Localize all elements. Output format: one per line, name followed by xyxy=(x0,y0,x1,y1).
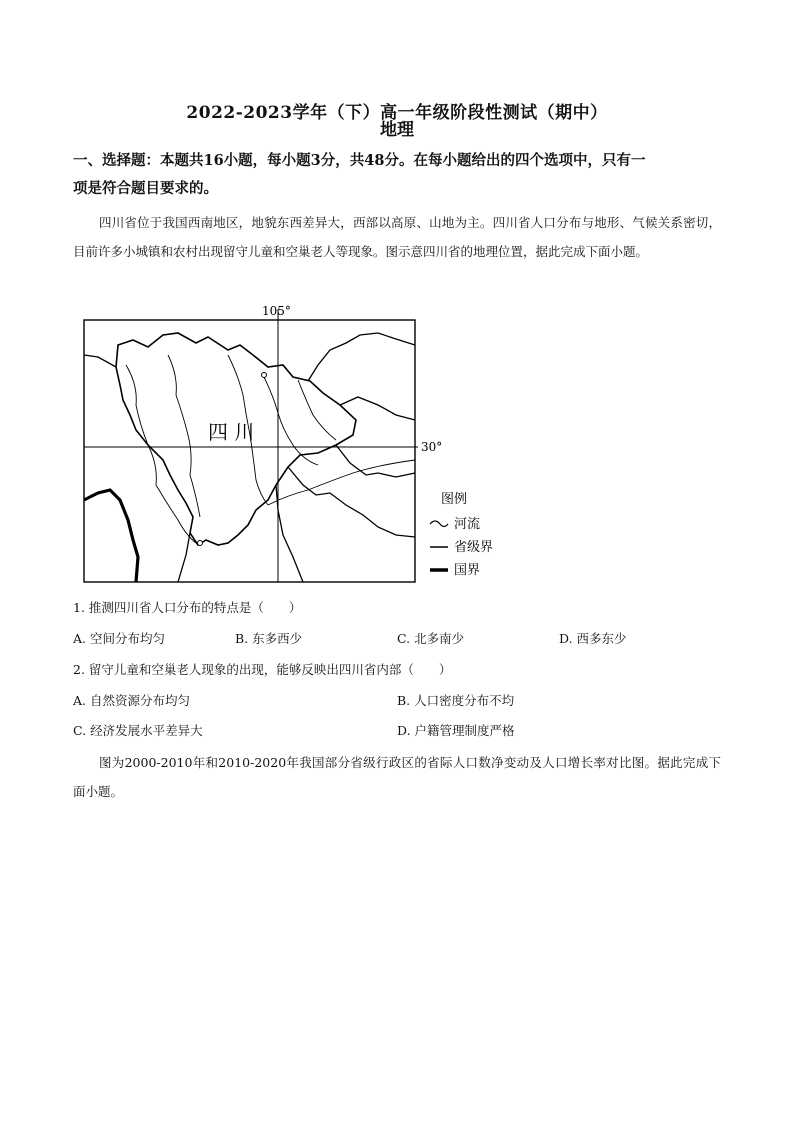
river-jinsha xyxy=(126,365,196,543)
river-yangtze xyxy=(268,460,415,505)
border-north xyxy=(308,333,415,381)
city-marker-south xyxy=(198,541,203,546)
border-west xyxy=(84,355,116,367)
legend-river-symbol xyxy=(430,521,448,527)
section-heading-line2: 项是符合题目要求的。 xyxy=(73,180,218,197)
exam-title: 2022-2023学年（下）高一年级阶段性测试（期中） xyxy=(186,103,608,123)
q1-option-b[interactable]: B. 东多西少 xyxy=(235,631,303,646)
river-yalong xyxy=(168,355,200,517)
q2-option-a[interactable]: A. 自然资源分布均匀 xyxy=(73,693,190,708)
passage-sichuan: 四川省位于我国西南地区，地貌东西差异大，西部以高原、山地为主。四川省人口分布与地形、气候关系密切，目前许多小城镇和农村出现留守儿童和空巢老人等现象。图示意四川省的地理位置，据此完成下面小题。 xyxy=(73,215,721,259)
river-tuo xyxy=(263,375,318,465)
border-southwest xyxy=(178,533,190,582)
passage-population: 图为2000-2010年和2010-2020年我国部分省级行政区的省际人口数净变动及人口增长率对比图。据此完成下面小题。 xyxy=(73,755,721,799)
river-jialing xyxy=(298,380,336,440)
province-label: 四 川 xyxy=(208,420,255,444)
q2-option-d[interactable]: D. 户籍管理制度严格 xyxy=(397,723,515,738)
q2-option-c[interactable]: C. 经济发展水平差异大 xyxy=(73,723,203,738)
sichuan-map xyxy=(78,295,508,587)
q1-option-c[interactable]: C. 北多南少 xyxy=(397,631,465,646)
question-1-stem: 1. 推测四川省人口分布的特点是（ ） xyxy=(73,600,302,615)
question-2-stem: 2. 留守儿童和空巢老人现象的出现，能够反映出四川省内部（ ） xyxy=(73,662,452,677)
legend-national: 国界 xyxy=(454,563,481,578)
legend-provincial: 省级界 xyxy=(454,540,494,555)
q2-option-b[interactable]: B. 人口密度分布不均 xyxy=(397,693,515,708)
q1-option-d[interactable]: D. 西多东少 xyxy=(559,631,627,646)
sichuan-map-svg xyxy=(78,295,508,587)
legend-river: 河流 xyxy=(454,517,481,532)
national-border xyxy=(84,490,138,582)
longitude-label: 105° xyxy=(262,304,291,318)
city-marker xyxy=(262,373,267,378)
map-legend xyxy=(430,492,493,578)
legend-title: 图例 xyxy=(441,492,468,507)
q1-option-a[interactable]: A. 空间分布均匀 xyxy=(73,631,165,646)
border-chongqing xyxy=(336,445,415,477)
subject-title: 地理 xyxy=(380,120,414,140)
section-heading xyxy=(73,147,723,203)
latitude-label: 30° xyxy=(421,440,443,454)
section-heading-line1: 一、选择题：本题共16小题，每小题3分，共48分。在每小题给出的四个选项中，只有一 xyxy=(73,152,646,169)
